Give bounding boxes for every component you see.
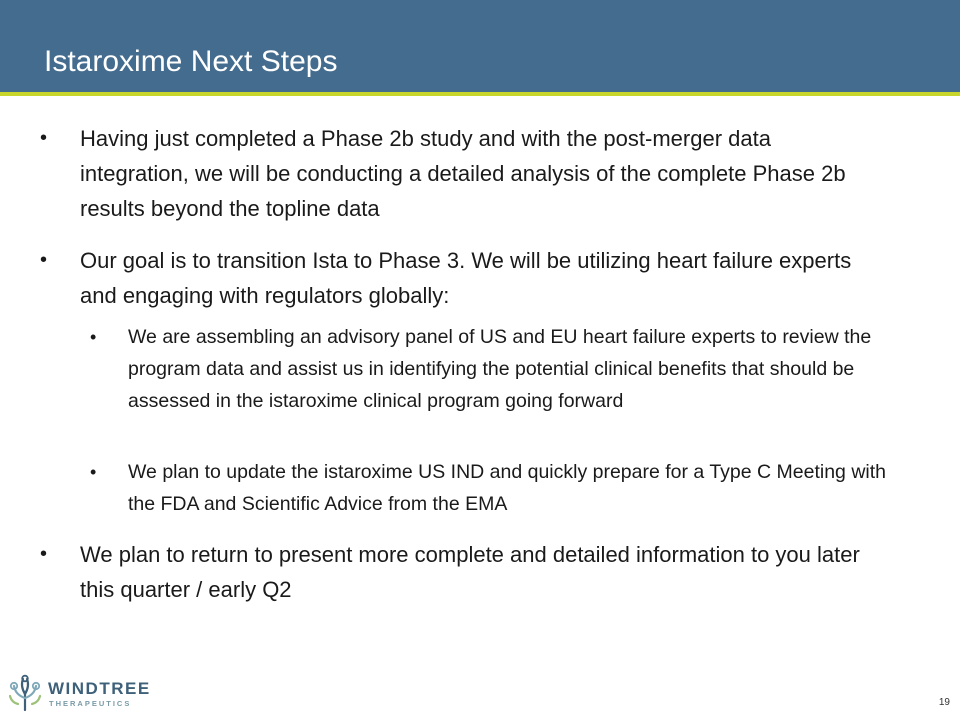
sub-bullet-text: We are assembling an advisory panel of US and EU heart failure experts to review the program data and assist us in identifying the potential clinical benefits that should be assessed in the istaroxime clinical program going forward: [128, 326, 872, 412]
logo-wordmark: WINDTREE: [48, 679, 151, 698]
title-accent-line: [0, 92, 960, 96]
bullet-marker: •: [40, 127, 48, 149]
bullet-text: We plan to return to present more complete and detailed information to you later this quarter / early Q2: [80, 542, 860, 602]
bullet-marker: •: [40, 543, 48, 565]
sub-bullet-marker: •: [90, 462, 97, 482]
page-number: 19: [938, 697, 950, 708]
bullet-marker: •: [40, 249, 48, 271]
bullet-text: Having just completed a Phase 2b study and with the post-merger data integration, we will be conducting a detailed analysis of the complete Phase 2b results beyond the topline data: [80, 126, 846, 221]
slide-title: Istaroxime Next Steps: [44, 45, 338, 78]
sub-bullet-text: We plan to update the istaroxime US IND and quickly prepare for a Type C Meeting with the FDA and Scientific Advice from the EMA: [128, 461, 886, 515]
company-logo: [6, 674, 156, 714]
logo-subtitle: THERAPEUTICS: [49, 699, 132, 708]
bullet-text: Our goal is to transition Ista to Phase 3. We will be utilizing heart failure experts and engaging with regulators globally:: [80, 248, 852, 308]
tree-logo-icon: [6, 674, 44, 712]
sub-bullet-marker: •: [90, 327, 97, 347]
